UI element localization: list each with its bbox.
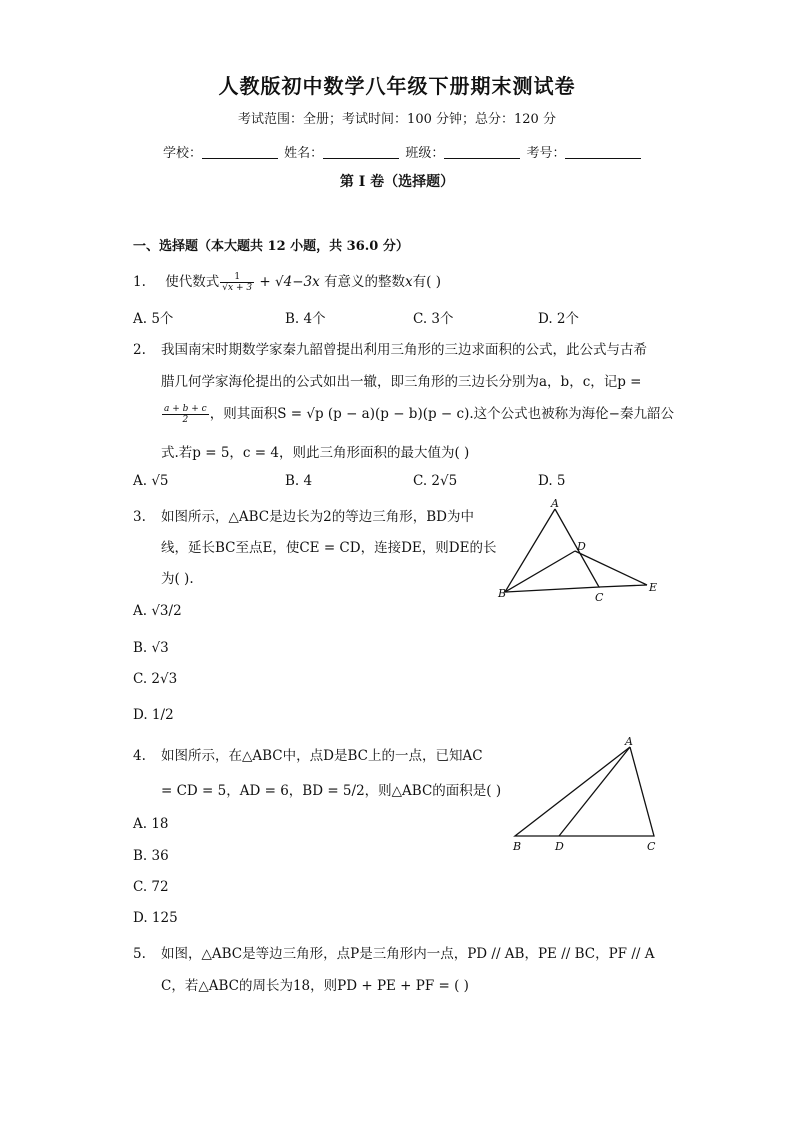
class-label: 班级： [405, 146, 445, 161]
label-b: B [513, 840, 522, 853]
q3-triangle-figure [495, 495, 665, 605]
q3-text: 如图所示，△ABC是边长为2的等边三角形，BD为中 [161, 509, 474, 525]
label-c: C [595, 591, 604, 604]
question-number: 5. [133, 946, 146, 962]
q5-text: 如图，△ABC是等边三角形，点P是三角形内一点，PD // AB，PE // BC，PF // A [161, 946, 655, 962]
school-blank[interactable] [202, 146, 278, 159]
label-d: D [577, 540, 586, 553]
class-blank[interactable] [444, 146, 520, 159]
segment-de [575, 551, 647, 585]
q2-option-d[interactable]: D. 5 [538, 473, 566, 489]
q2-formula-text: ，则其面积S = √p (p − a)(p − b)(p − c).这个公式也被称为海伦−秦九韶公 [209, 406, 674, 422]
q2-option-b[interactable]: B. 4 [285, 473, 313, 489]
question-2-line-1 [133, 338, 647, 358]
fraction-numerator: a + b + c [164, 404, 207, 414]
q1-text-d: 有( ) [412, 274, 441, 290]
question-1 [133, 270, 441, 293]
label-d: D [555, 840, 564, 853]
q4-option-d[interactable]: D. 125 [133, 910, 178, 926]
q1-option-b[interactable]: B. 4个 [285, 311, 326, 327]
fraction-numerator: 1 [220, 272, 254, 283]
exam-title: 人教版初中数学八年级下册期末测试卷 [218, 74, 576, 98]
q2-fraction [162, 404, 209, 425]
school-label: 学校： [163, 146, 203, 161]
name-label: 姓名： [284, 146, 324, 161]
label-e: E [649, 581, 658, 594]
question-2-line-2: 腊几何学家海伦提出的公式如出一辙，即三角形的三边长分别为a，b，c，记p = [161, 374, 642, 390]
q1-text-c: 有意义的整数 [324, 274, 406, 290]
question-number: 4. [133, 748, 146, 764]
q3-option-b[interactable]: B. √3 [133, 640, 169, 656]
label-b: B [498, 587, 507, 600]
q1-option-d[interactable]: D. 2个 [538, 311, 580, 327]
q3-option-d[interactable]: D. 1/2 [133, 707, 174, 723]
exam-meta: 考试范围：全册；考试时间：100 分钟；总分：120 分 [238, 112, 556, 127]
q3-option-c[interactable]: C. 2√3 [133, 671, 178, 687]
segment-ce [599, 585, 647, 587]
label-a: A [625, 735, 633, 748]
q1-option-a[interactable]: A. 5个 [133, 311, 174, 327]
q2-option-a[interactable]: A. √5 [133, 473, 169, 489]
q4-option-b[interactable]: B. 36 [133, 848, 169, 864]
label-a: A [551, 497, 559, 510]
q2-text: 我国南宋时期数学家秦九韶曾提出利用三角形的三边求面积的公式，此公式与古希 [161, 342, 647, 358]
question-number: 1. [133, 274, 146, 290]
question-2-line-3 [161, 402, 674, 425]
student-info-line [163, 142, 643, 161]
question-3-line-1 [133, 505, 474, 525]
q1-text-a: 使代数式 [165, 274, 220, 290]
q2-option-c[interactable]: C. 2√5 [413, 473, 458, 489]
q1-option-c[interactable]: C. 3个 [413, 311, 454, 327]
q1-plus: + [259, 274, 271, 290]
fraction-denominator: 2 [182, 415, 189, 425]
triangle-abc [515, 747, 654, 836]
question-2-line-4: 式.若p = 5，c = 4，则此三角形面积的最大值为( ) [161, 445, 470, 461]
question-4-line-1 [133, 744, 483, 764]
q4-option-a[interactable]: A. 18 [133, 816, 169, 832]
q1-var: x [405, 274, 413, 290]
q1-fraction [220, 272, 254, 293]
exam-number-label: 考号： [526, 146, 566, 161]
section-title: 第 I 卷（选择题） [339, 174, 455, 190]
label-c: C [647, 840, 656, 853]
question-5-line-1 [133, 942, 654, 962]
question-3-line-3: 为( ). [161, 571, 194, 587]
question-number: 2. [133, 342, 146, 358]
part-heading: 一、选择题（本大题共 12 小题，共 36.0 分） [133, 239, 409, 254]
question-number: 3. [133, 509, 146, 525]
segment-bd [505, 551, 575, 592]
exam-number-blank[interactable] [565, 146, 641, 159]
segment-ad [559, 747, 630, 836]
q3-option-a[interactable]: A. √3/2 [133, 603, 182, 619]
fraction-denominator: √x + 3 [222, 283, 253, 293]
name-blank[interactable] [323, 146, 399, 159]
question-5-line-2: C，若△ABC的周长为18，则PD + PE + PF = ( ) [161, 978, 469, 994]
q4-option-c[interactable]: C. 72 [133, 879, 169, 895]
q4-text: 如图所示，在△ABC中，点D是BC上的一点，已知AC [161, 748, 483, 764]
question-4-line-2: = CD = 5，AD = 6，BD = 5/2，则△ABC的面积是( ) [161, 783, 502, 799]
q4-triangle-figure [505, 733, 670, 853]
q1-sqrt: √4−3x [275, 274, 320, 290]
question-3-line-2: 线，延长BC至点E，使CE = CD，连接DE，则DE的长 [161, 540, 497, 556]
